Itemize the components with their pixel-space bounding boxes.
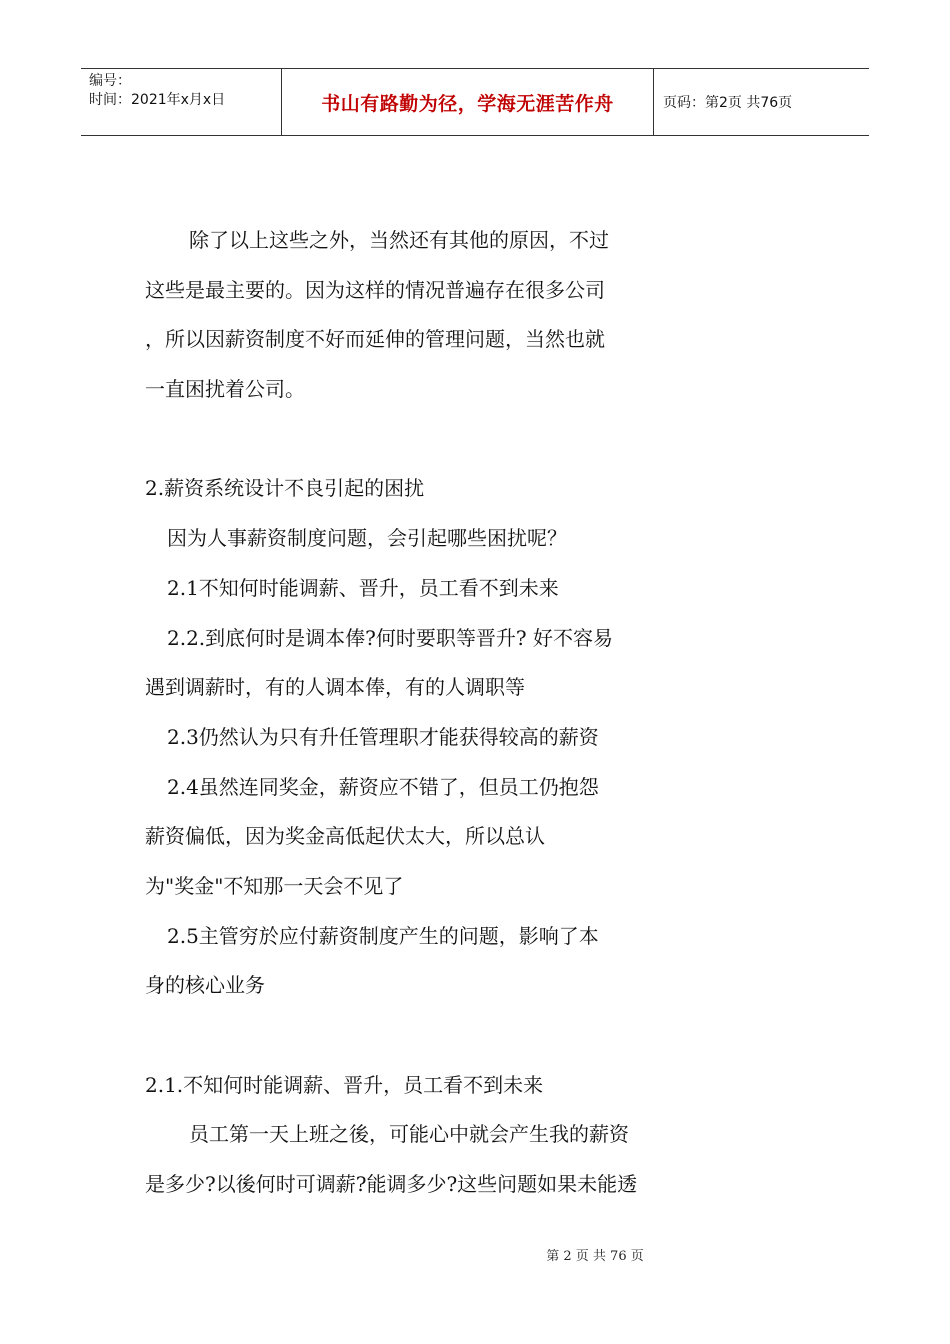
paragraph-line: 员工第一天上班之後，可能心中就会产生我的薪资 — [189, 1122, 629, 1147]
header-meta — [81, 69, 282, 135]
section-heading: 2.1.不知何时能调薪、晋升，员工看不到未来 — [145, 1072, 544, 1097]
paragraph-line: 因为人事薪资制度问题，会引起哪些困扰呢？ — [167, 526, 567, 551]
paragraph-line: 这些是最主要的。因为这样的情况普遍存在很多公司 — [145, 277, 605, 302]
header-motto-cell — [282, 69, 654, 135]
list-item-continuation: 遇到调薪时，有的人调本俸，有的人调职等 — [145, 675, 525, 700]
list-item-continuation: 薪资偏低，因为奖金高低起伏太大，所以总认 — [145, 824, 545, 849]
list-item: 2.1不知何时能调薪、晋升，员工看不到未来 — [167, 575, 559, 600]
footer-page-number: 第 2 页 共 76 页 — [546, 1249, 644, 1264]
section-heading: 2.薪资系统设计不良引起的困扰 — [145, 476, 425, 501]
header-motto: 书山有路勤为径，学海无涯苦作舟 — [321, 92, 614, 115]
page-footer — [0, 1245, 950, 1264]
list-item: 2.3仍然认为只有升任管理职才能获得较高的薪资 — [167, 724, 599, 749]
paragraph-line: 除了以上这些之外，当然还有其他的原因，不过 — [189, 228, 609, 252]
header-page-info-cell — [654, 69, 869, 135]
paragraph-line: 是多少?以後何时可调薪?能调多少?这些问题如果未能透 — [145, 1172, 638, 1197]
document-body — [145, 216, 690, 1210]
page-header — [81, 68, 869, 136]
header-number-label: 编号： — [89, 73, 131, 89]
header-time-label: 时间：2021年x月x日 — [89, 92, 226, 108]
paragraph-line: ，所以因薪资制度不好而延伸的管理问题，当然也就 — [145, 327, 605, 352]
list-item: 2.4虽然连同奖金，薪资应不错了，但员工仍抱怨 — [167, 774, 599, 799]
list-item-continuation: 身的核心业务 — [145, 973, 265, 998]
paragraph-line: 一直困扰着公司。 — [145, 377, 305, 402]
list-item: 2.5主管穷於应付薪资制度产生的问题，影响了本 — [167, 923, 599, 948]
header-page-info: 页码：第2页 共76页 — [663, 95, 793, 111]
list-item-continuation: 为"奖金"不知那一天会不见了 — [145, 873, 404, 898]
list-item: 2.2.到底何时是调本俸?何时要职等晋升? 好不容易 — [167, 625, 613, 650]
